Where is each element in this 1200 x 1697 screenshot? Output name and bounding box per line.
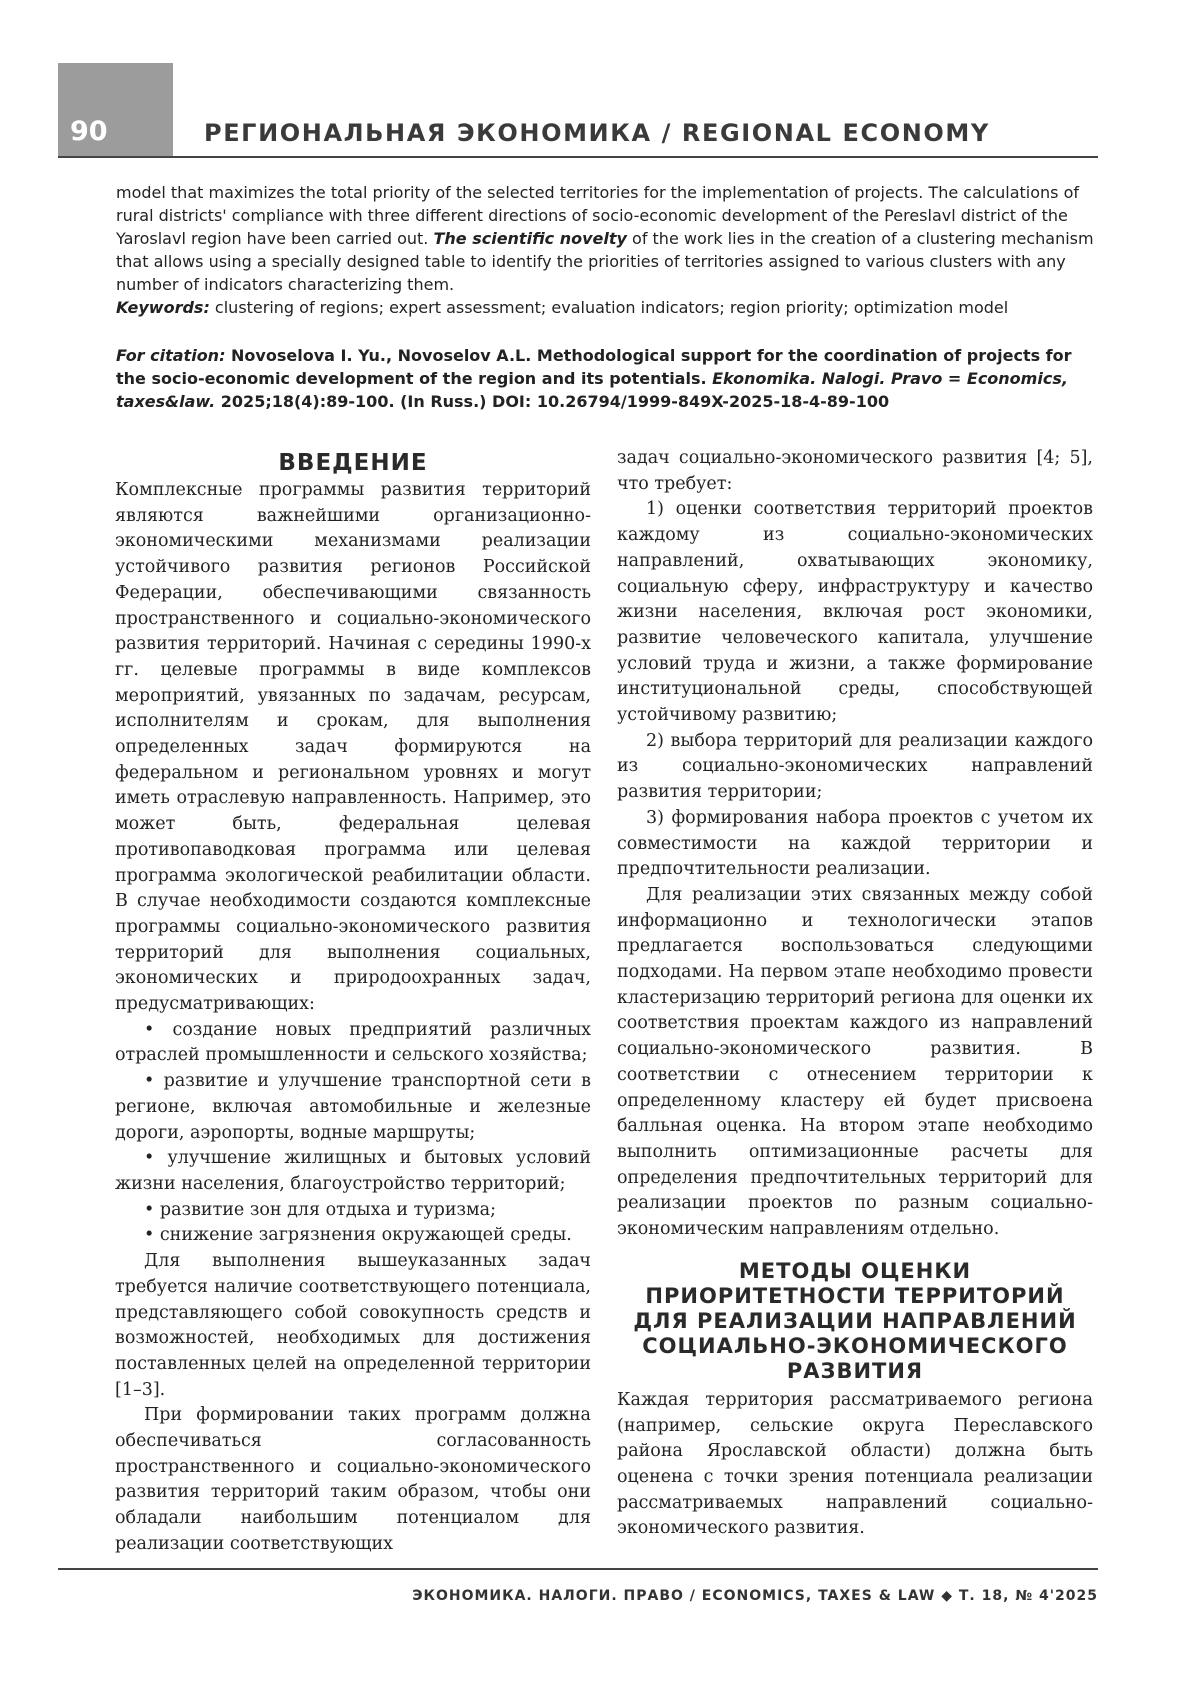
bullet-item: • развитие и улучшение транспортной сети в регионе, включая автомобильные и железные дороги, аэропорты, водные маршруты;	[115, 1071, 591, 1143]
running-header: РЕГИОНАЛЬНАЯ ЭКОНОМИКА / REGIONAL ECONOMY	[204, 119, 990, 147]
intro-heading: ВВЕДЕНИЕ	[278, 450, 428, 476]
footer-divider	[58, 1568, 1098, 1570]
citation-authors-title: Novoselova I. Yu., Novoselov A.L. Methodological support for the coordination of projects for the socio-economic development of the region and its potentials.	[116, 346, 1072, 388]
header-divider	[58, 156, 1098, 158]
citation-details: 2025;18(4):89-100. (In Russ.) DOI: 10.26794/1999-849X-2025-18-4-89-100	[215, 392, 890, 411]
numbered-item: 1) оценки соответствия территорий проектов каждому из социально-экономических направлений, охватывающих экономику, социальную сферу, инфраструктуру и качество жизни населения, включая рост экономики, развитие человеческого капитала, улучшение условий труда и жизни, а также формирование институциональной среды, способствующей устойчивому развитию;	[617, 499, 1093, 726]
bullet-item: • развитие зон для отдыха и туризма;	[144, 1199, 496, 1220]
keywords-label: Keywords:	[116, 298, 210, 317]
running-footer: ЭКОНОМИКА. НАЛОГИ. ПРАВО / ECONOMICS, TAXES & LAW ◆ Т. 18, № 4'2025	[412, 1588, 1098, 1604]
methods-paragraph-1: Каждая территория рассматриваемого региона (например, сельские округа Переславского района Ярославской области) должна быть оценена с точки зрения потенциала реализации рассматриваемых направлений социально-экономического развития.	[617, 1389, 1093, 1539]
intro-paragraph-3: При формировании таких программ должна обеспечиваться согласованность пространственного и социально-экономического развития территорий таким образом, чтобы они обладали наибольшим потенциалом для реализации соответствующих	[115, 1405, 591, 1554]
methods-heading: МЕТОДЫ ОЦЕНКИ ПРИОРИТЕТНОСТИ ТЕРРИТОРИЙ ДЛЯ РЕАЛИЗАЦИИ НАПРАВЛЕНИЙ СОЦИАЛЬНО-ЭКОНОМИЧЕСКОГО РАЗВИТИЯ	[633, 1258, 1077, 1383]
intro-paragraph-1: Комплексные программы развития территорий являются важнейшими организационно-экономическими механизмами реализации устойчивого развития регионов Российской Федерации, обеспечивающими связанность пространственного и социально-экономического развития территорий. Начиная с середины 1990-х гг. целевые программы в виде комплексов мероприятий, увязанных по задачам, ресурсам, исполнителям и срокам, для выполнения определенных задач формируются на федеральном и региональном уровнях и могут иметь отраслевую направленность. Например, это может быть, федеральная целевая противопаводковая программа или целевая программа экологической реабилитации области. В случае необходимости создаются комплексные программы социально-экономического развития территорий для выполнения социальных, экономических и природоохранных задач, предусматривающих:	[115, 480, 591, 1015]
bullet-item: • улучшение жилищных и бытовых условий жизни населения, благоустройство территорий;	[115, 1148, 591, 1194]
keywords: clustering of regions; expert assessment; evaluation indicators; region priority; optimization model	[209, 298, 1009, 317]
numbered-item: 3) формирования набора проектов с учетом их совместимости на каждой территории и предпочтительности реализации.	[617, 807, 1093, 880]
left-column	[115, 446, 591, 1558]
citation-label: For citation:	[116, 346, 226, 365]
intro-paragraph-3-cont: задач социально-экономического развития [4; 5], что требует:	[617, 448, 1093, 494]
page-number: 90	[70, 116, 108, 147]
abstract-text-cont: of the work lies in the creation of a clustering mechanism that allows using a specially designed table to identify the priorities of territories assigned to various clusters with any number of indicators characterizing them.	[116, 229, 1094, 294]
right-column	[617, 446, 1093, 1542]
citation	[116, 344, 1098, 413]
intro-paragraph-2: Для выполнения вышеуказанных задач требуется наличие соответствующего потенциала, представляющего собой совокупность средств и возможностей, необходимых для достижения поставленных целей на определенной территории [1–3].	[115, 1251, 591, 1400]
bullet-item: • снижение загрязнения окружающей среды.	[144, 1225, 572, 1246]
bullet-item: • создание новых предприятий различных отраслей промышленности и сельского хозяйства;	[115, 1019, 591, 1066]
abstract	[116, 181, 1098, 319]
citation-journal: Ekonomika. Nalogi. Pravo = Economics, taxes&law.	[116, 369, 1068, 411]
numbered-item: 2) выбора территорий для реализации каждого из социально-экономических направлений развития территории;	[617, 730, 1093, 803]
intro-paragraph-4: Для реализации этих связанных между собой информационно и технологически этапов предлагается воспользоваться следующими подходами. На первом этапе необходимо провести кластеризацию территорий региона для оценки их соответствия проектам каждого из направлений социально-экономического развития. В соответствии с отнесением территории к определенному кластеру ей будет присвоена балльная оценка. На втором этапе необходимо выполнить оптимизационные расчеты для определения предпочтительных территорий для реализации проектов по разным социально-экономическим направлениям отдельно.	[617, 884, 1093, 1240]
abstract-text: model that maximizes the total priority of the selected territories for the implementation of projects. The calculations of rural districts' compliance with three different directions of socio-economic development of the Pereslavl district of the Yaroslavl region have been carried out.	[116, 183, 1079, 248]
novelty-label: The scientific novelty	[433, 229, 627, 248]
